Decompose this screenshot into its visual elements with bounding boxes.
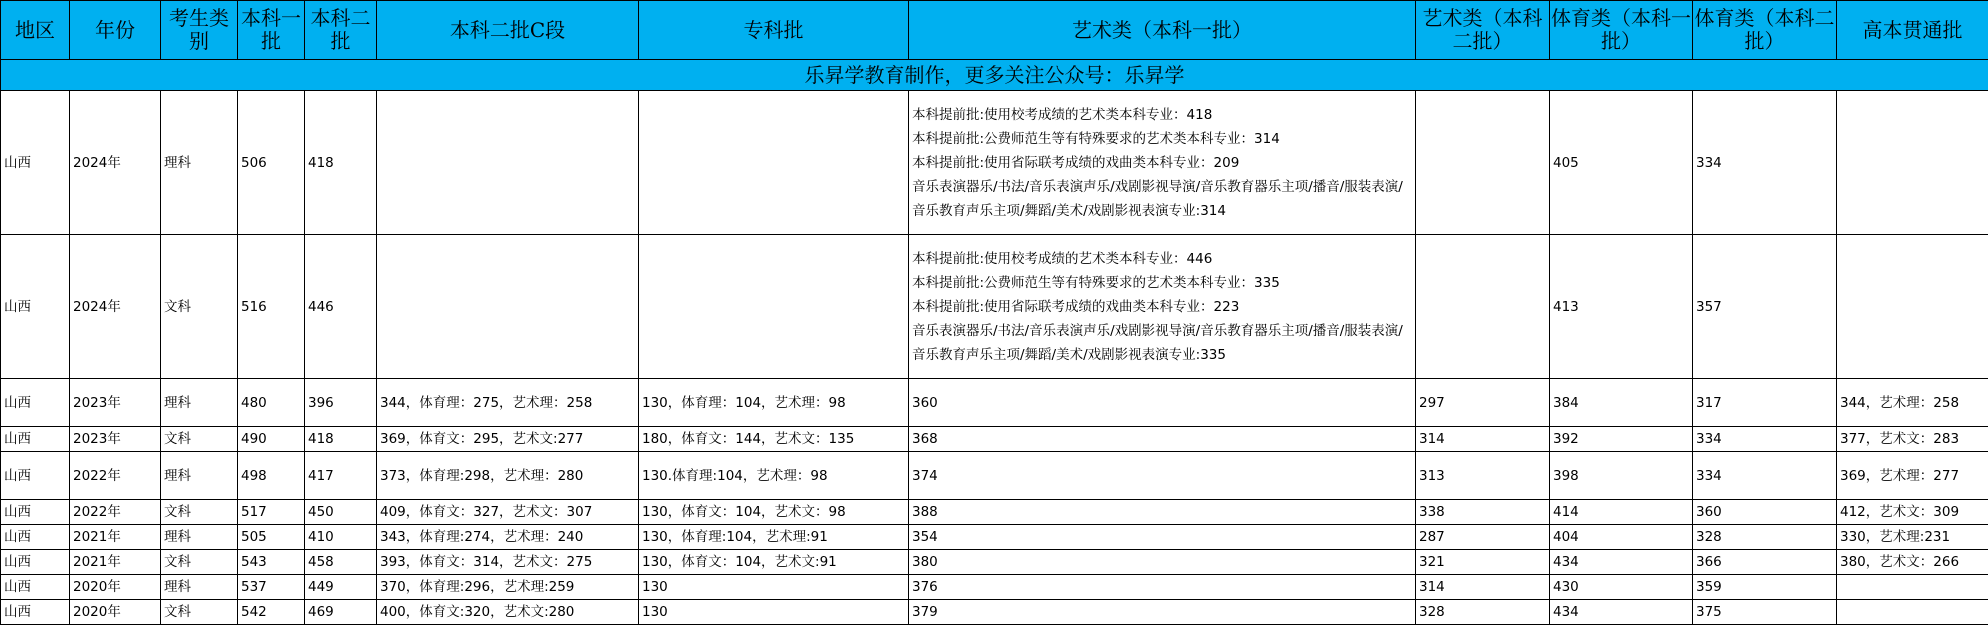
cell-tier2c: 369，体育文：295，艺术文:277 — [377, 427, 639, 452]
cell-tier2c — [377, 235, 639, 379]
header-sport2: 体育类（本科二批） — [1693, 1, 1837, 60]
cell-art2: 338 — [1416, 500, 1550, 525]
cell-tier1: 517 — [238, 500, 305, 525]
banner-row — [1, 60, 1988, 91]
table-row — [1, 452, 1988, 500]
cell-region: 山西 — [1, 427, 70, 452]
header-year: 年份 — [70, 1, 161, 60]
cell-gaoben — [1837, 235, 1988, 379]
cell-sport2: 366 — [1693, 550, 1837, 575]
banner-text: 乐昇学教育制作，更多关注公众号：乐昇学 — [1, 60, 1988, 91]
cell-sport2: 317 — [1693, 379, 1837, 427]
cell-sport1: 434 — [1550, 600, 1693, 625]
cell-tier2c: 370，体育理:296，艺术理:259 — [377, 575, 639, 600]
cell-tier2c — [377, 91, 639, 235]
cell-gaoben — [1837, 600, 1988, 625]
cell-tier2c: 344，体育理：275，艺术理：258 — [377, 379, 639, 427]
cell-year: 2024年 — [70, 91, 161, 235]
cell-sport2: 334 — [1693, 427, 1837, 452]
cell-specialty: 130.体育理:104，艺术理：98 — [639, 452, 909, 500]
cell-art1: 374 — [909, 452, 1416, 500]
cell-gaoben: 344，艺术理：258 — [1837, 379, 1988, 427]
cell-category: 理科 — [161, 525, 238, 550]
table-row — [1, 550, 1988, 575]
cell-sport2: 334 — [1693, 452, 1837, 500]
header-row — [1, 1, 1988, 60]
cell-tier2: 446 — [305, 235, 377, 379]
cell-tier2: 450 — [305, 500, 377, 525]
cell-art1: 354 — [909, 525, 1416, 550]
cell-region: 山西 — [1, 525, 70, 550]
cell-sport1: 434 — [1550, 550, 1693, 575]
cell-art2 — [1416, 91, 1550, 235]
cell-sport1: 384 — [1550, 379, 1693, 427]
cell-specialty: 130，体育理:104，艺术理:91 — [639, 525, 909, 550]
cell-year: 2021年 — [70, 525, 161, 550]
cell-art2: 314 — [1416, 575, 1550, 600]
cell-tier1: 542 — [238, 600, 305, 625]
cell-region: 山西 — [1, 379, 70, 427]
cell-art1: 376 — [909, 575, 1416, 600]
cell-sport2: 328 — [1693, 525, 1837, 550]
cell-art2 — [1416, 235, 1550, 379]
table-row — [1, 235, 1988, 379]
cell-category: 文科 — [161, 235, 238, 379]
cell-sport2: 375 — [1693, 600, 1837, 625]
cell-sport1: 392 — [1550, 427, 1693, 452]
cell-tier1: 505 — [238, 525, 305, 550]
cell-sport1: 404 — [1550, 525, 1693, 550]
header-category: 考生类别 — [161, 1, 238, 60]
cell-art1: 380 — [909, 550, 1416, 575]
header-tier1: 本科一批 — [238, 1, 305, 60]
table-row — [1, 600, 1988, 625]
table-row — [1, 91, 1988, 235]
table-row — [1, 575, 1988, 600]
cell-gaoben: 369，艺术理：277 — [1837, 452, 1988, 500]
cell-tier2: 449 — [305, 575, 377, 600]
cell-tier1: 516 — [238, 235, 305, 379]
cell-year: 2023年 — [70, 427, 161, 452]
cell-region: 山西 — [1, 91, 70, 235]
cell-year: 2021年 — [70, 550, 161, 575]
cell-tier1: 543 — [238, 550, 305, 575]
cell-tier1: 480 — [238, 379, 305, 427]
cell-sport1: 405 — [1550, 91, 1693, 235]
cell-category: 文科 — [161, 600, 238, 625]
cell-sport2: 334 — [1693, 91, 1837, 235]
cell-gaoben: 380，艺术文：266 — [1837, 550, 1988, 575]
cell-art2: 314 — [1416, 427, 1550, 452]
cell-gaoben — [1837, 575, 1988, 600]
header-art2: 艺术类（本科二批） — [1416, 1, 1550, 60]
table-row — [1, 500, 1988, 525]
cell-tier2: 410 — [305, 525, 377, 550]
cell-category: 理科 — [161, 452, 238, 500]
cell-gaoben: 330，艺术理:231 — [1837, 525, 1988, 550]
cell-tier2c: 393，体育文：314，艺术文：275 — [377, 550, 639, 575]
cell-sport1: 413 — [1550, 235, 1693, 379]
cell-tier1: 498 — [238, 452, 305, 500]
cell-gaoben: 377，艺术文：283 — [1837, 427, 1988, 452]
cell-specialty: 130，体育文：104，艺术文：98 — [639, 500, 909, 525]
cell-sport1: 398 — [1550, 452, 1693, 500]
cell-tier2c: 400，体育文:320，艺术文:280 — [377, 600, 639, 625]
cell-tier1: 537 — [238, 575, 305, 600]
cell-region: 山西 — [1, 550, 70, 575]
cell-art2: 297 — [1416, 379, 1550, 427]
cell-sport2: 360 — [1693, 500, 1837, 525]
cell-region: 山西 — [1, 600, 70, 625]
cell-sport1: 414 — [1550, 500, 1693, 525]
header-gaoben: 高本贯通批 — [1837, 1, 1988, 60]
cell-art1: 388 — [909, 500, 1416, 525]
cell-region: 山西 — [1, 575, 70, 600]
cell-art2: 287 — [1416, 525, 1550, 550]
cell-tier1: 490 — [238, 427, 305, 452]
cell-region: 山西 — [1, 500, 70, 525]
cell-specialty: 130，体育文：104，艺术文:91 — [639, 550, 909, 575]
header-tier2c: 本科二批C段 — [377, 1, 639, 60]
cell-art1: 本科提前批:使用校考成绩的艺术类本科专业：446 本科提前批:公费师范生等有特殊要求的艺术类本科专业：335 本科提前批:使用省际联考成绩的戏曲类本科专业：223 音乐表演器乐/书法/音乐表演声乐/戏剧影视导演/音乐教育器乐主项/播音/服装表演/音乐教育声乐主项/舞蹈/美术/戏剧影视表演专业:335 — [909, 235, 1416, 379]
cell-specialty — [639, 91, 909, 235]
cell-tier2: 396 — [305, 379, 377, 427]
cell-category: 文科 — [161, 550, 238, 575]
cell-tier2c: 343，体育理:274，艺术理：240 — [377, 525, 639, 550]
cell-year: 2022年 — [70, 452, 161, 500]
cell-specialty: 180，体育文：144，艺术文：135 — [639, 427, 909, 452]
header-specialty: 专科批 — [639, 1, 909, 60]
header-sport1: 体育类（本科一批） — [1550, 1, 1693, 60]
cell-tier2: 458 — [305, 550, 377, 575]
cell-category: 文科 — [161, 427, 238, 452]
cell-year: 2020年 — [70, 575, 161, 600]
cell-year: 2023年 — [70, 379, 161, 427]
cell-specialty: 130 — [639, 600, 909, 625]
cell-art1: 368 — [909, 427, 1416, 452]
table-row — [1, 427, 1988, 452]
cell-tier2: 418 — [305, 427, 377, 452]
cell-tier1: 506 — [238, 91, 305, 235]
cell-art1: 360 — [909, 379, 1416, 427]
cell-sport2: 357 — [1693, 235, 1837, 379]
cell-specialty — [639, 235, 909, 379]
cell-tier2c: 373，体育理:298，艺术理：280 — [377, 452, 639, 500]
cell-sport2: 359 — [1693, 575, 1837, 600]
cell-tier2: 469 — [305, 600, 377, 625]
cell-specialty: 130，体育理：104，艺术理：98 — [639, 379, 909, 427]
cell-year: 2020年 — [70, 600, 161, 625]
cell-category: 理科 — [161, 575, 238, 600]
cell-art1: 379 — [909, 600, 1416, 625]
cell-tier2c: 409，体育文：327，艺术文：307 — [377, 500, 639, 525]
header-tier2: 本科二批 — [305, 1, 377, 60]
cell-art2: 321 — [1416, 550, 1550, 575]
cell-gaoben — [1837, 91, 1988, 235]
cell-year: 2024年 — [70, 235, 161, 379]
cell-category: 文科 — [161, 500, 238, 525]
header-art1: 艺术类（本科一批） — [909, 1, 1416, 60]
cell-year: 2022年 — [70, 500, 161, 525]
cell-tier2: 418 — [305, 91, 377, 235]
cell-art2: 313 — [1416, 452, 1550, 500]
cell-region: 山西 — [1, 235, 70, 379]
table-row — [1, 379, 1988, 427]
cell-gaoben: 412，艺术文：309 — [1837, 500, 1988, 525]
header-region: 地区 — [1, 1, 70, 60]
table-row — [1, 525, 1988, 550]
cell-category: 理科 — [161, 91, 238, 235]
cell-specialty: 130 — [639, 575, 909, 600]
cell-art2: 328 — [1416, 600, 1550, 625]
cell-tier2: 417 — [305, 452, 377, 500]
cell-art1: 本科提前批:使用校考成绩的艺术类本科专业：418 本科提前批:公费师范生等有特殊要求的艺术类本科专业：314 本科提前批:使用省际联考成绩的戏曲类本科专业：209 音乐表演器乐/书法/音乐表演声乐/戏剧影视导演/音乐教育器乐主项/播音/服装表演/音乐教育声乐主项/舞蹈/美术/戏剧影视表演专业:314 — [909, 91, 1416, 235]
cell-region: 山西 — [1, 452, 70, 500]
cell-sport1: 430 — [1550, 575, 1693, 600]
cell-category: 理科 — [161, 379, 238, 427]
